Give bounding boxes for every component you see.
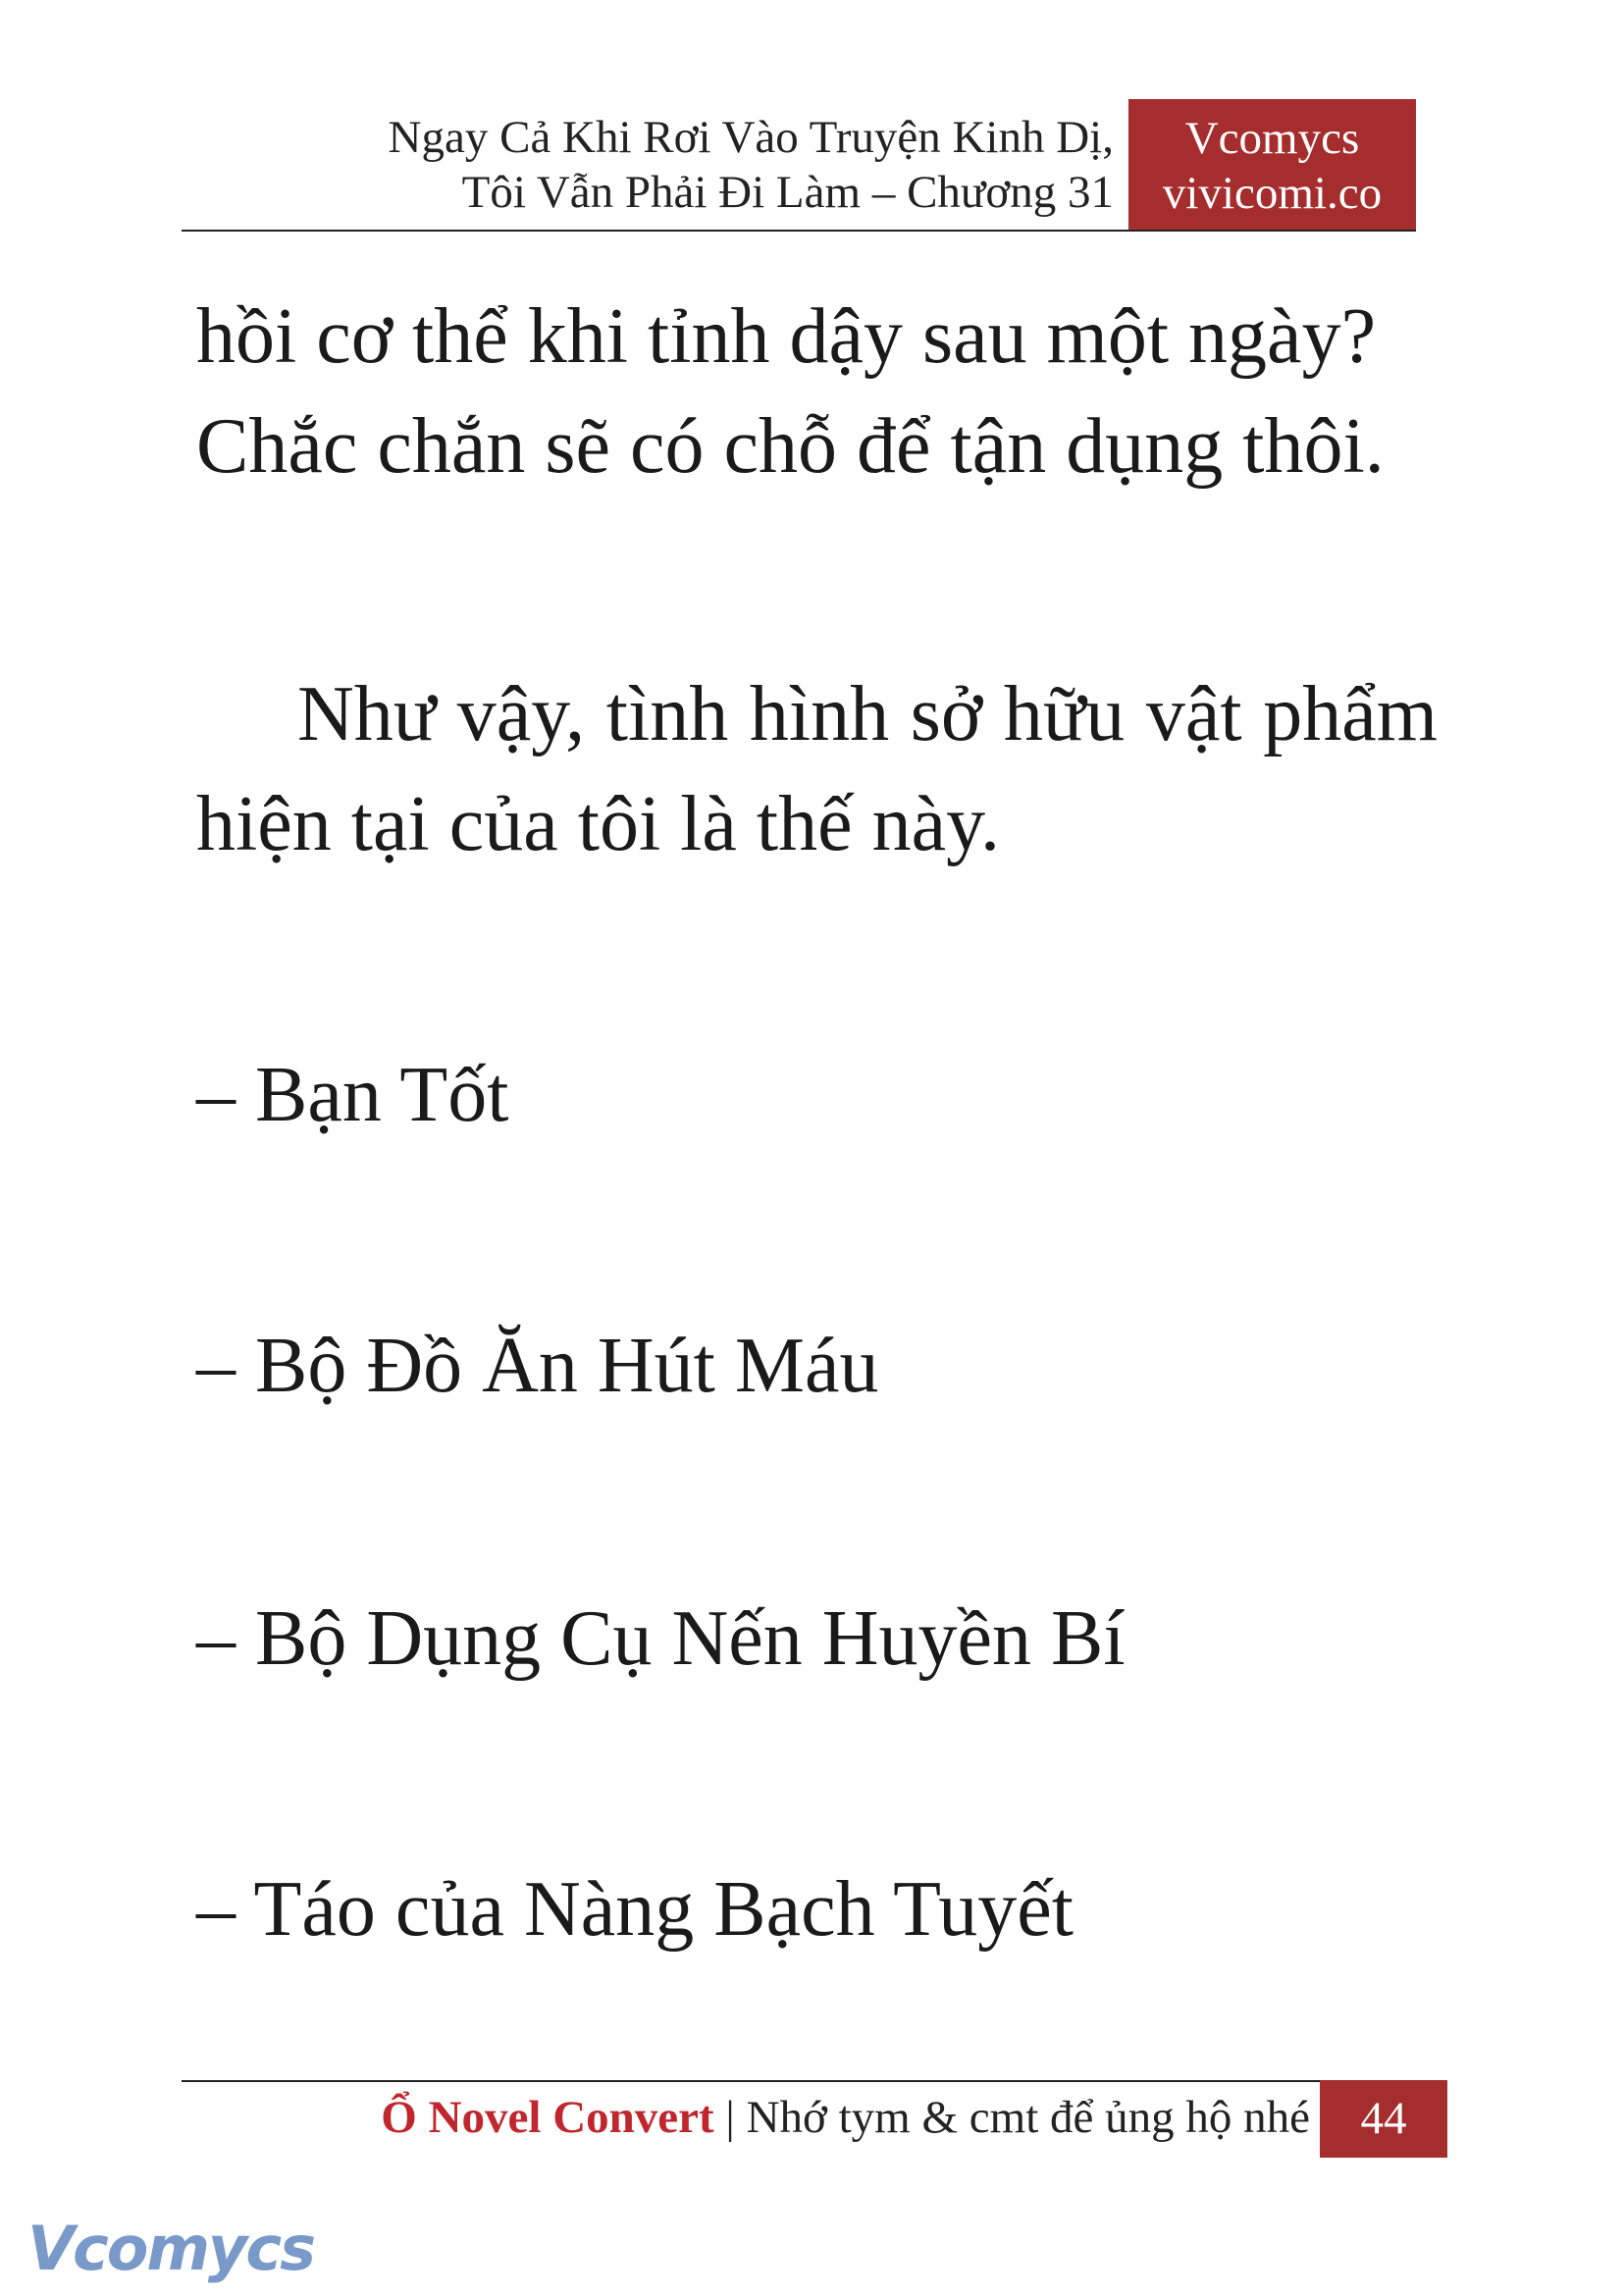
list-item: – Bộ Dụng Cụ Nến Huyền Bí xyxy=(196,1595,1126,1682)
footer-separator: | xyxy=(713,2092,747,2143)
header-title xyxy=(182,110,1114,220)
list-item: – Bạn Tốt xyxy=(196,1052,509,1138)
footer-text xyxy=(182,2088,1310,2147)
header-divider xyxy=(182,230,1416,232)
header-title-line1: Ngay Cả Khi Rơi Vào Truyện Kinh Dị, xyxy=(388,112,1114,163)
footer-message: Nhớ tym & cmt để ủng hộ nhé xyxy=(746,2092,1310,2143)
page-number: 44 xyxy=(1320,2080,1447,2158)
paragraph-2: Như vậy, tình hình sở hữu vật phẩm hiện tại của tôi là thế này. xyxy=(196,671,1438,867)
watermark-logo: Vcomycs xyxy=(27,2213,315,2284)
header-brand-url: vivicomi.co xyxy=(1162,168,1383,219)
header-brand-box xyxy=(1128,99,1416,232)
header-title-line2: Tôi Vẫn Phải Đi Làm – Chương 31 xyxy=(461,167,1114,218)
paragraph-1-line1: hồi cơ thể khi tỉnh dậy sau một ngày? xyxy=(196,293,1377,380)
list-item: – Bộ Đồ Ăn Hút Máu xyxy=(196,1323,879,1409)
paragraph-1-line2: Chắc chắn sẽ có chỗ để tận dụng thôi. xyxy=(196,403,1385,490)
header-brand-name: Vcomycs xyxy=(1184,113,1360,164)
footer-divider xyxy=(182,2080,1447,2082)
list-item: – Táo của Nàng Bạch Tuyết xyxy=(196,1866,1074,1953)
paragraph-1 xyxy=(196,282,1438,501)
footer-brand: Ổ Novel Convert xyxy=(381,2092,714,2143)
